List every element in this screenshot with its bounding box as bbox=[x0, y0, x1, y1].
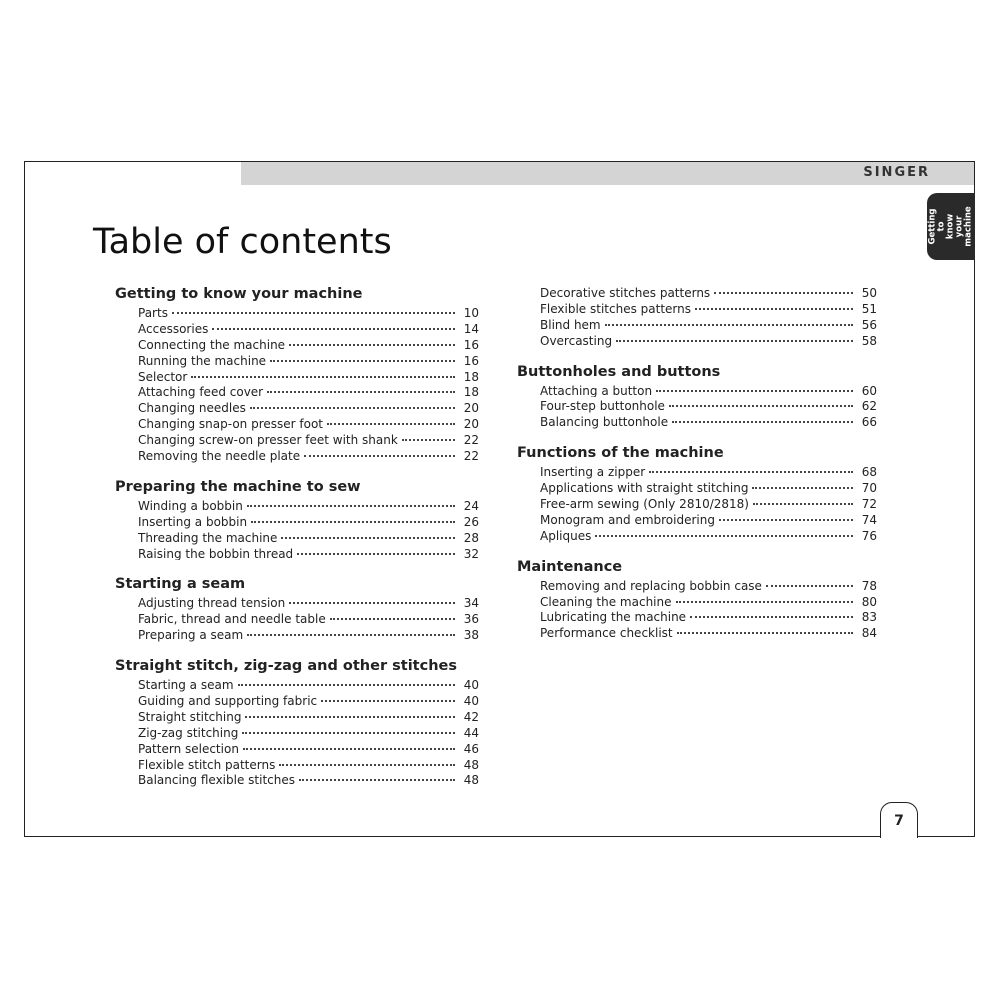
toc-entry-page: 44 bbox=[463, 725, 479, 740]
dot-leader bbox=[402, 431, 455, 441]
toc-entry-page: 66 bbox=[861, 415, 877, 430]
dot-leader bbox=[656, 382, 853, 392]
toc-entry-label: Monogram and embroidering bbox=[540, 512, 715, 527]
toc-entry-page: 83 bbox=[861, 610, 877, 625]
header-bar bbox=[241, 162, 974, 185]
toc-entry-label: Preparing a seam bbox=[138, 628, 244, 643]
dot-leader bbox=[330, 610, 455, 620]
dot-leader bbox=[243, 740, 455, 750]
toc-entry[interactable] bbox=[115, 545, 479, 561]
toc-entry[interactable] bbox=[115, 304, 479, 320]
toc-entry[interactable] bbox=[115, 447, 479, 463]
toc-entry-label: Accessories bbox=[138, 321, 209, 336]
toc-section-title: Preparing the machine to sew bbox=[115, 478, 361, 495]
toc-entry-label: Four-step buttonhole bbox=[540, 399, 665, 414]
dot-leader bbox=[327, 415, 455, 425]
toc-entry-label: Zig-zag stitching bbox=[138, 725, 239, 740]
dot-leader bbox=[212, 320, 455, 330]
toc-entry-label: Changing screw-on presser feet with shank bbox=[138, 433, 398, 448]
toc-entry[interactable] bbox=[115, 708, 479, 724]
toc-entry-page: 36 bbox=[463, 612, 479, 627]
toc-section-title: Maintenance bbox=[517, 558, 623, 575]
toc-entry[interactable] bbox=[115, 676, 479, 692]
dot-leader bbox=[238, 676, 455, 686]
toc-entry-label: Changing needles bbox=[138, 401, 246, 416]
toc-entry-label: Guiding and supporting fabric bbox=[138, 694, 318, 708]
toc-entry-page: 28 bbox=[463, 530, 479, 545]
toc-entry-page: 14 bbox=[463, 321, 479, 336]
toc-section bbox=[517, 557, 877, 641]
toc-entry[interactable] bbox=[115, 610, 479, 626]
toc-section-title: Getting to know your machine bbox=[115, 286, 363, 302]
toc-section bbox=[517, 443, 877, 542]
toc-entry[interactable] bbox=[517, 577, 877, 593]
dot-leader bbox=[247, 497, 455, 507]
brand-logo: SINGER bbox=[863, 165, 930, 180]
toc-entry[interactable] bbox=[115, 320, 479, 336]
toc-entry-page: 62 bbox=[861, 399, 877, 414]
toc-entry-label: Performance checklist bbox=[540, 626, 673, 641]
toc-entry-label: Attaching feed cover bbox=[138, 385, 264, 400]
toc-entry-page: 10 bbox=[463, 306, 479, 320]
toc-entry[interactable] bbox=[115, 497, 479, 513]
toc-entry[interactable] bbox=[115, 399, 479, 415]
toc-entry[interactable] bbox=[517, 593, 877, 609]
side-tab-label: Getting to know your machine bbox=[927, 206, 974, 247]
toc-entry-page: 26 bbox=[463, 514, 479, 529]
toc-entry-page: 18 bbox=[463, 385, 479, 400]
dot-leader bbox=[677, 624, 853, 634]
toc-entry[interactable] bbox=[115, 368, 479, 384]
toc-entry-label: Free-arm sewing (Only 2810/2818) bbox=[540, 497, 749, 511]
toc-entry[interactable] bbox=[517, 300, 877, 316]
toc-entry-page: 20 bbox=[463, 401, 479, 416]
dot-leader bbox=[321, 692, 455, 702]
toc-entry-label: Pattern selection bbox=[138, 741, 239, 756]
toc-entry-page: 46 bbox=[463, 741, 479, 756]
dot-leader bbox=[669, 397, 853, 407]
toc-entry-label: Starting a seam bbox=[138, 678, 234, 693]
toc-entry[interactable] bbox=[517, 624, 877, 640]
toc-entry-page: 22 bbox=[463, 449, 479, 463]
toc-entry-label: Attaching a button bbox=[540, 383, 653, 398]
toc-column-left bbox=[115, 284, 479, 801]
toc-entry[interactable] bbox=[517, 382, 877, 398]
toc-entry-label: Decorative stitches patterns bbox=[540, 286, 711, 300]
dot-leader bbox=[297, 545, 455, 555]
toc-entry-label: Fabric, thread and needle table bbox=[138, 612, 326, 627]
dot-leader bbox=[281, 529, 455, 539]
toc-entry-label: Flexible stitches patterns bbox=[540, 301, 691, 316]
dot-leader bbox=[245, 708, 455, 718]
dot-leader bbox=[695, 300, 853, 310]
toc-entry-page: 16 bbox=[463, 353, 479, 368]
toc-section-title: Buttonholes and buttons bbox=[517, 363, 721, 380]
toc-entry[interactable] bbox=[115, 692, 479, 708]
toc-entry[interactable] bbox=[115, 415, 479, 431]
page-number: 7 bbox=[880, 802, 918, 838]
toc-entry-label: Balancing flexible stitches bbox=[138, 773, 295, 788]
toc-entry[interactable] bbox=[115, 724, 479, 740]
toc-entry-label: Balancing buttonhole bbox=[540, 415, 669, 430]
toc-entry-label: Cleaning the machine bbox=[540, 594, 672, 609]
toc-entry-label: Inserting a bobbin bbox=[138, 514, 248, 529]
dot-leader bbox=[616, 332, 853, 342]
toc-entry[interactable] bbox=[517, 527, 877, 543]
dot-leader bbox=[766, 577, 853, 587]
toc-entry-page: 48 bbox=[463, 757, 479, 772]
toc-column-right bbox=[517, 284, 877, 654]
toc-entry-page: 48 bbox=[463, 773, 479, 788]
toc-section-title: Starting a seam bbox=[115, 576, 246, 593]
toc-entry[interactable] bbox=[517, 397, 877, 413]
toc-entry-page: 58 bbox=[861, 333, 877, 348]
toc-entry[interactable] bbox=[517, 495, 877, 511]
toc-entry-page: 70 bbox=[861, 481, 877, 496]
toc-entry-page: 18 bbox=[463, 369, 479, 384]
toc-entry-label: Parts bbox=[138, 306, 168, 320]
dot-leader bbox=[753, 495, 853, 505]
toc-entry[interactable] bbox=[517, 511, 877, 527]
toc-section bbox=[517, 284, 877, 348]
toc-entry-label: Straight stitching bbox=[138, 709, 242, 724]
toc-entry[interactable] bbox=[517, 316, 877, 332]
dot-leader bbox=[304, 447, 455, 457]
toc-entry[interactable] bbox=[115, 594, 479, 610]
toc-entry-label: Threading the machine bbox=[138, 530, 278, 545]
toc-entry-label: Applications with straight stitching bbox=[540, 481, 749, 496]
toc-entry-label: Connecting the machine bbox=[138, 337, 286, 352]
toc-entry-page: 50 bbox=[861, 286, 877, 300]
dot-leader bbox=[250, 399, 455, 409]
dot-leader bbox=[289, 336, 455, 346]
toc-entry-page: 32 bbox=[463, 546, 479, 561]
toc-entry[interactable] bbox=[115, 352, 479, 368]
toc-entry-label: Selector bbox=[138, 369, 188, 384]
dot-leader bbox=[279, 756, 455, 766]
toc-entry-page: 16 bbox=[463, 337, 479, 352]
dot-leader bbox=[251, 513, 455, 523]
toc-entry[interactable] bbox=[115, 626, 479, 642]
dot-leader bbox=[247, 626, 455, 636]
toc-entry-label: Apliques bbox=[540, 528, 592, 543]
manual-page bbox=[24, 161, 975, 837]
toc-section bbox=[517, 362, 877, 430]
dot-leader bbox=[649, 463, 853, 473]
toc-entry-page: 20 bbox=[463, 417, 479, 432]
toc-entry[interactable] bbox=[115, 513, 479, 529]
toc-section bbox=[115, 284, 479, 463]
toc-entry-page: 80 bbox=[861, 594, 877, 609]
toc-entry-label: Removing and replacing bobbin case bbox=[540, 578, 762, 593]
toc-entry-label: Flexible stitch patterns bbox=[138, 757, 276, 772]
toc-entry-page: 40 bbox=[463, 694, 479, 708]
dot-leader bbox=[595, 527, 853, 537]
toc-entry-page: 74 bbox=[861, 512, 877, 527]
toc-entry-page: 68 bbox=[861, 465, 877, 480]
toc-entry-page: 24 bbox=[463, 498, 479, 513]
dot-leader bbox=[676, 593, 853, 603]
toc-entry[interactable] bbox=[517, 284, 877, 300]
toc-section bbox=[115, 477, 479, 561]
toc-entry[interactable] bbox=[517, 463, 877, 479]
toc-entry-label: Lubricating the machine bbox=[540, 610, 687, 625]
toc-entry-page: 51 bbox=[861, 301, 877, 316]
dot-leader bbox=[714, 284, 853, 294]
toc-entry[interactable] bbox=[115, 336, 479, 352]
dot-leader bbox=[752, 479, 853, 489]
dot-leader bbox=[690, 608, 853, 618]
dot-leader bbox=[270, 352, 455, 362]
dot-leader bbox=[299, 771, 455, 781]
toc-entry-label: Raising the bobbin thread bbox=[138, 546, 294, 561]
toc-entry-page: 34 bbox=[463, 596, 479, 611]
toc-entry-label: Running the machine bbox=[138, 353, 267, 368]
toc-entry-label: Adjusting thread tension bbox=[138, 596, 286, 611]
page-title: Table of contents bbox=[93, 222, 392, 262]
toc-entry[interactable] bbox=[115, 383, 479, 399]
toc-entry-page: 78 bbox=[861, 578, 877, 593]
toc-entry-page: 56 bbox=[861, 317, 877, 332]
toc-entry-page: 40 bbox=[463, 678, 479, 693]
toc-section bbox=[115, 574, 479, 642]
toc-entry-label: Winding a bobbin bbox=[138, 498, 243, 513]
dot-leader bbox=[242, 724, 455, 734]
toc-entry-page: 42 bbox=[463, 709, 479, 724]
toc-entry[interactable] bbox=[115, 740, 479, 756]
dot-leader bbox=[289, 594, 455, 604]
toc-entry-page: 76 bbox=[861, 528, 877, 543]
toc-entry-page: 84 bbox=[861, 626, 877, 641]
section-side-tab[interactable] bbox=[927, 193, 975, 260]
toc-entry-label: Inserting a zipper bbox=[540, 465, 646, 480]
toc-entry-page: 60 bbox=[861, 383, 877, 398]
toc-entry[interactable] bbox=[115, 431, 479, 447]
toc-entry-label: Overcasting bbox=[540, 333, 613, 348]
toc-entry[interactable] bbox=[115, 756, 479, 772]
dot-leader bbox=[267, 383, 455, 393]
toc-section bbox=[115, 656, 479, 787]
toc-entry[interactable] bbox=[517, 479, 877, 495]
toc-entry-label: Blind hem bbox=[540, 317, 601, 332]
dot-leader bbox=[605, 316, 853, 326]
toc-entry[interactable] bbox=[115, 771, 479, 787]
toc-entry-label: Removing the needle plate bbox=[138, 449, 301, 463]
toc-entry[interactable] bbox=[115, 529, 479, 545]
dot-leader bbox=[672, 413, 853, 423]
toc-entry[interactable] bbox=[517, 608, 877, 624]
toc-entry[interactable] bbox=[517, 413, 877, 429]
toc-section-title: Functions of the machine bbox=[517, 445, 724, 462]
toc-entry-label: Changing snap-on presser foot bbox=[138, 417, 323, 432]
toc-entry[interactable] bbox=[517, 332, 877, 348]
dot-leader bbox=[191, 368, 455, 378]
toc-entry-page: 38 bbox=[463, 628, 479, 643]
toc-section-title: Straight stitch, zig-zag and other stitches bbox=[115, 658, 457, 675]
toc-entry-page: 72 bbox=[861, 497, 877, 511]
dot-leader bbox=[719, 511, 853, 521]
dot-leader bbox=[172, 304, 455, 314]
toc-entry-page: 22 bbox=[463, 433, 479, 448]
